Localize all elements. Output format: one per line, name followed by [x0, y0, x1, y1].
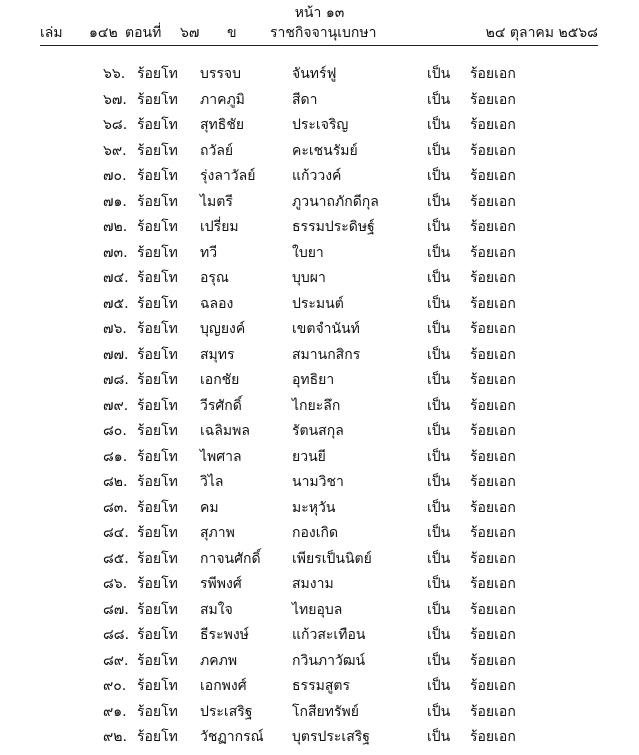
- first-name: วัชฏากรณ์: [200, 729, 264, 745]
- first-name: ทวี: [200, 244, 218, 261]
- entry-number: ๘๘.: [103, 627, 130, 643]
- list-item: [0, 447, 639, 473]
- new-rank: ร้อยเอก: [470, 703, 516, 720]
- new-rank: ร้อยเอก: [470, 423, 516, 439]
- last-name: สมงาม: [292, 576, 334, 592]
- last-name: นามวิชา: [292, 474, 344, 490]
- become-word: เป็น: [427, 91, 451, 108]
- become-word: เป็น: [427, 601, 451, 618]
- first-name: บรรจบ: [200, 66, 242, 82]
- current-rank: ร้อยโท: [137, 346, 178, 363]
- entry-number: ๘๕.: [103, 550, 129, 567]
- list-item: [0, 549, 639, 575]
- become-word: เป็น: [427, 525, 451, 541]
- new-rank: ร้อยเอก: [470, 525, 516, 541]
- current-rank: ร้อยโท: [137, 601, 178, 618]
- first-name: ฉลอง: [200, 295, 234, 312]
- entry-number: ๙๒.: [103, 729, 127, 745]
- list-item: [0, 64, 639, 90]
- new-rank: ร้อยเอก: [470, 397, 516, 414]
- last-name: คะเชนรัมย์: [292, 142, 358, 159]
- current-rank: ร้อยโท: [137, 270, 178, 286]
- last-name: ไทยอุบล: [292, 601, 343, 618]
- list-item: [0, 574, 639, 600]
- first-name: ถวัลย์: [200, 142, 234, 159]
- current-rank: ร้อยโท: [137, 703, 178, 720]
- new-rank: ร้อยเอก: [470, 117, 516, 133]
- current-rank: ร้อยโท: [137, 372, 178, 388]
- promotion-list: [0, 64, 639, 753]
- last-name: ใบยา: [292, 244, 324, 261]
- list-item: [0, 676, 639, 702]
- list-item: [0, 600, 639, 626]
- last-name: ภูวนาถภักดีกุล: [292, 193, 379, 210]
- new-rank: ร้อยเอก: [470, 219, 516, 235]
- last-name: ยวนยี: [292, 448, 326, 465]
- new-rank: ร้อยเอก: [470, 448, 516, 465]
- new-rank: ร้อยเอก: [470, 321, 516, 337]
- current-rank: ร้อยโท: [137, 652, 178, 669]
- last-name: บุตรประเสริฐ: [292, 729, 370, 745]
- last-name: ประมนต์: [292, 295, 344, 312]
- current-rank: ร้อยโท: [137, 499, 178, 516]
- new-rank: ร้อยเอก: [470, 193, 516, 210]
- gazette-header: [40, 23, 598, 53]
- become-word: เป็น: [427, 372, 451, 388]
- list-item: [0, 294, 639, 320]
- volume-label: เล่ม: [40, 25, 63, 41]
- become-word: เป็น: [427, 703, 451, 720]
- list-item: [0, 523, 639, 549]
- last-name: โกสียทรัพย์: [292, 703, 359, 720]
- new-rank: ร้อยเอก: [470, 244, 516, 261]
- list-item: [0, 192, 639, 218]
- entry-number: ๗๗.: [103, 346, 129, 363]
- list-item: [0, 217, 639, 243]
- publication-date: ๒๔ ตุลาคม ๒๕๖๘: [485, 25, 598, 41]
- become-word: เป็น: [427, 576, 451, 592]
- new-rank: ร้อยเอก: [470, 295, 516, 312]
- current-rank: ร้อยโท: [137, 474, 178, 490]
- entry-number: ๘๗.: [103, 601, 129, 618]
- current-rank: ร้อยโท: [137, 550, 178, 567]
- last-name: สีดา: [292, 91, 318, 108]
- first-name: สุทธิชัย: [200, 117, 245, 133]
- volume-number: ๑๔๒: [89, 25, 118, 41]
- last-name: เพียรเป็นนิตย์: [292, 550, 372, 567]
- become-word: เป็น: [427, 474, 451, 490]
- last-name: บุบผา: [292, 270, 326, 286]
- list-item: [0, 243, 639, 269]
- entry-number: ๖๘.: [103, 117, 128, 133]
- part-number: ๖๗: [180, 25, 200, 41]
- last-name: ประเจริญ: [292, 117, 349, 133]
- last-name: แก้ววงค์: [292, 168, 342, 184]
- list-item: [0, 268, 639, 294]
- become-word: เป็น: [427, 397, 451, 414]
- first-name: วีรศักดิ์: [200, 397, 242, 414]
- first-name: เปรี่ยม: [200, 219, 239, 235]
- last-name: กวินภาวัฒน์: [292, 652, 366, 669]
- last-name: เขตจำนันท์: [292, 321, 360, 337]
- entry-number: ๗๙.: [103, 397, 129, 414]
- list-item: [0, 370, 639, 396]
- become-word: เป็น: [427, 423, 451, 439]
- current-rank: ร้อยโท: [137, 525, 178, 541]
- first-name: รพีพงศ์: [200, 576, 242, 592]
- header-divider: [40, 45, 598, 46]
- first-name: วิไล: [200, 474, 224, 490]
- become-word: เป็น: [427, 142, 451, 159]
- list-item: [0, 702, 639, 728]
- become-word: เป็น: [427, 270, 451, 286]
- entry-number: ๗๐.: [103, 168, 127, 184]
- become-word: เป็น: [427, 652, 451, 669]
- first-name: บุญยงค์: [200, 321, 246, 337]
- new-rank: ร้อยเอก: [470, 627, 516, 643]
- become-word: เป็น: [427, 627, 451, 643]
- first-name: กาจนศักดิ์: [200, 550, 261, 567]
- last-name: จันทร์ฟู: [292, 66, 337, 82]
- new-rank: ร้อยเอก: [470, 372, 516, 388]
- entry-number: ๗๖.: [103, 321, 127, 337]
- new-rank: ร้อยเอก: [470, 91, 516, 108]
- new-rank: ร้อยเอก: [470, 729, 516, 745]
- first-name: คม: [200, 499, 219, 516]
- new-rank: ร้อยเอก: [470, 168, 516, 184]
- current-rank: ร้อยโท: [137, 321, 178, 337]
- entry-number: ๙๐.: [103, 678, 127, 694]
- last-name: แก้วสะเทือน: [292, 627, 366, 643]
- new-rank: ร้อยเอก: [470, 346, 516, 363]
- new-rank: ร้อยเอก: [470, 678, 516, 694]
- current-rank: ร้อยโท: [137, 91, 178, 108]
- entry-number: ๗๘.: [103, 372, 129, 388]
- page-number: หน้า ๑๓: [294, 5, 345, 21]
- become-word: เป็น: [427, 244, 451, 261]
- first-name: สมใจ: [200, 601, 233, 618]
- become-word: เป็น: [427, 193, 451, 210]
- entry-number: ๘๒.: [103, 474, 128, 490]
- list-item: [0, 727, 639, 753]
- entry-number: ๖๗.: [103, 91, 127, 108]
- become-word: เป็น: [427, 168, 451, 184]
- first-name: ไพศาล: [200, 448, 242, 465]
- first-name: สุภาพ: [200, 525, 235, 541]
- current-rank: ร้อยโท: [137, 244, 178, 261]
- entry-number: ๘๑.: [103, 448, 128, 465]
- first-name: ประเสริฐ: [200, 703, 253, 720]
- become-word: เป็น: [427, 346, 451, 363]
- entry-number: ๙๑.: [103, 703, 127, 720]
- last-name: รัตนสกุล: [292, 423, 344, 439]
- list-item: [0, 166, 639, 192]
- become-word: เป็น: [427, 499, 451, 516]
- last-name: ธรรมประดิษฐ์: [292, 219, 375, 235]
- new-rank: ร้อยเอก: [470, 474, 516, 490]
- new-rank: ร้อยเอก: [470, 142, 516, 159]
- become-word: เป็น: [427, 729, 451, 745]
- become-word: เป็น: [427, 295, 451, 312]
- last-name: อุทธิยา: [292, 372, 335, 388]
- entry-number: ๘๐.: [103, 423, 127, 439]
- entry-number: ๖๖.: [103, 66, 126, 82]
- current-rank: ร้อยโท: [137, 168, 178, 184]
- current-rank: ร้อยโท: [137, 193, 178, 210]
- current-rank: ร้อยโท: [137, 117, 178, 133]
- become-word: เป็น: [427, 550, 451, 567]
- current-rank: ร้อยโท: [137, 66, 178, 82]
- entry-number: ๖๙.: [103, 142, 127, 159]
- last-name: ไกยะลึก: [292, 397, 341, 414]
- part-label: ตอนที่: [125, 25, 162, 41]
- list-item: [0, 115, 639, 141]
- new-rank: ร้อยเอก: [470, 550, 516, 567]
- list-item: [0, 396, 639, 422]
- first-name: ภาคภูมิ: [200, 91, 245, 108]
- gazette-title: ราชกิจจานุเบกษา: [270, 25, 377, 41]
- new-rank: ร้อยเอก: [470, 499, 516, 516]
- list-item: [0, 498, 639, 524]
- entry-number: ๗๓.: [103, 244, 128, 261]
- current-rank: ร้อยโท: [137, 678, 178, 694]
- first-name: รุ่งลาวัลย์: [200, 168, 256, 184]
- list-item: [0, 625, 639, 651]
- current-rank: ร้อยโท: [137, 729, 178, 745]
- become-word: เป็น: [427, 117, 451, 133]
- current-rank: ร้อยโท: [137, 142, 178, 159]
- last-name: ธรรมสูตร: [292, 678, 350, 694]
- entry-number: ๗๔.: [103, 270, 129, 286]
- last-name: กองเกิด: [292, 525, 339, 541]
- current-rank: ร้อยโท: [137, 219, 178, 235]
- first-name: ธีระพงษ์: [200, 627, 249, 643]
- current-rank: ร้อยโท: [137, 448, 178, 465]
- new-rank: ร้อยเอก: [470, 576, 516, 592]
- new-rank: ร้อยเอก: [470, 66, 516, 82]
- become-word: เป็น: [427, 321, 451, 337]
- first-name: เอกชัย: [200, 372, 240, 388]
- first-name: ภคภพ: [200, 652, 238, 669]
- current-rank: ร้อยโท: [137, 397, 178, 414]
- become-word: เป็น: [427, 448, 451, 465]
- list-item: [0, 345, 639, 371]
- first-name: ไมตรี: [200, 193, 233, 210]
- current-rank: ร้อยโท: [137, 295, 178, 312]
- current-rank: ร้อยโท: [137, 627, 178, 643]
- last-name: สมานกสิกร: [292, 346, 361, 363]
- first-name: เอกพงศ์: [200, 678, 247, 694]
- entry-number: ๗๒.: [103, 219, 128, 235]
- first-name: อรุณ: [200, 270, 229, 286]
- become-word: เป็น: [427, 66, 451, 82]
- list-item: [0, 319, 639, 345]
- list-item: [0, 472, 639, 498]
- entry-number: ๗๑.: [103, 193, 127, 210]
- list-item: [0, 90, 639, 116]
- current-rank: ร้อยโท: [137, 576, 178, 592]
- entry-number: ๘๖.: [103, 576, 128, 592]
- become-word: เป็น: [427, 678, 451, 694]
- list-item: [0, 141, 639, 167]
- list-item: [0, 651, 639, 677]
- section-letter: ข: [227, 25, 237, 41]
- entry-number: ๗๕.: [103, 295, 129, 312]
- entry-number: ๘๔.: [103, 525, 129, 541]
- become-word: เป็น: [427, 219, 451, 235]
- new-rank: ร้อยเอก: [470, 652, 516, 669]
- first-name: เฉลิมพล: [200, 423, 250, 439]
- entry-number: ๘๓.: [103, 499, 128, 516]
- current-rank: ร้อยโท: [137, 423, 178, 439]
- new-rank: ร้อยเอก: [470, 601, 516, 618]
- entry-number: ๘๙.: [103, 652, 129, 669]
- new-rank: ร้อยเอก: [470, 270, 516, 286]
- list-item: [0, 421, 639, 447]
- first-name: สมุทร: [200, 346, 235, 363]
- last-name: มะหุวัน: [292, 499, 336, 516]
